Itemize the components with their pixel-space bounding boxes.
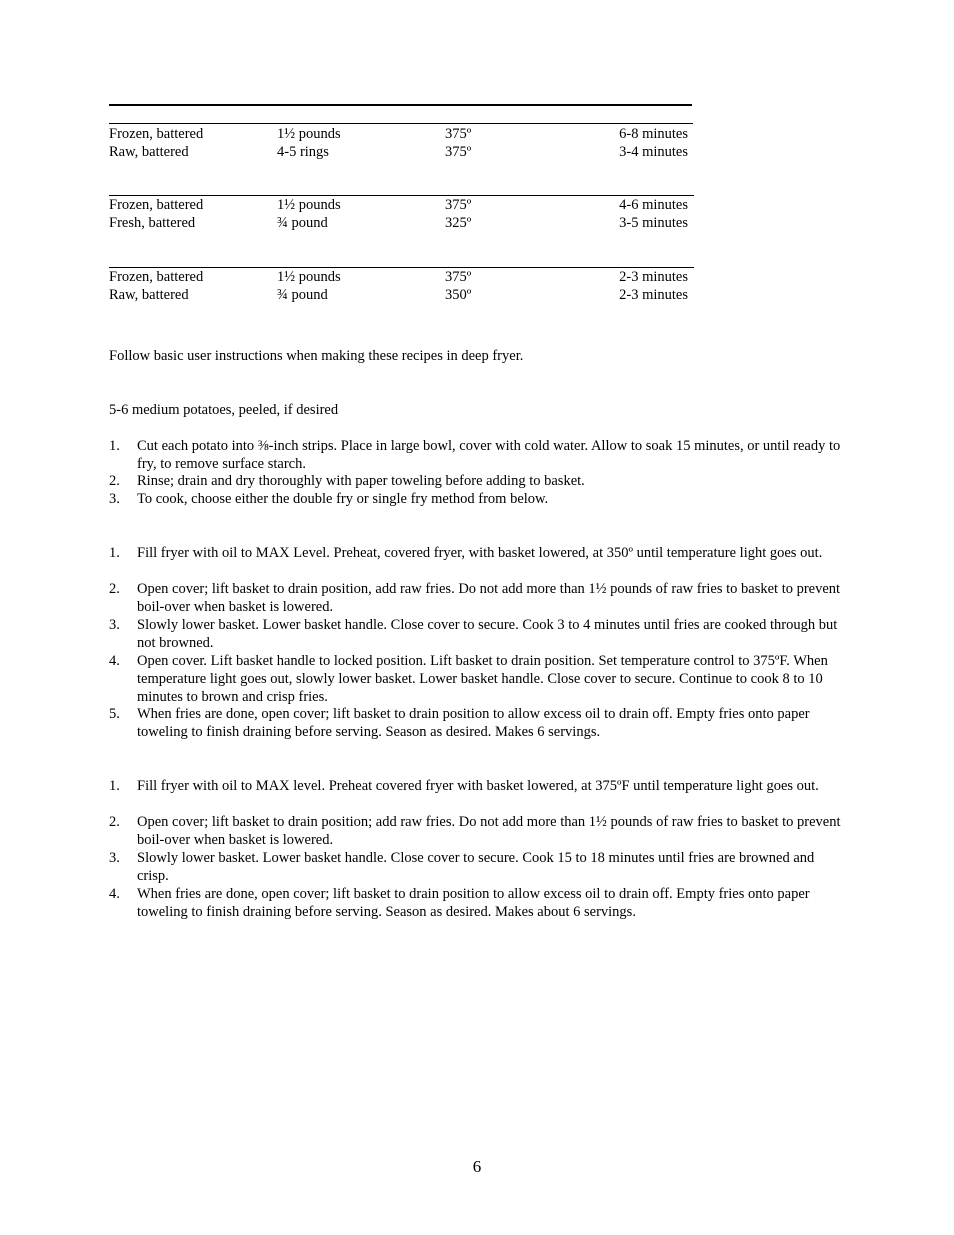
step-number: 2.: [109, 814, 120, 830]
table-row: [109, 143, 691, 161]
step-text: Cut each potato into ⅜-inch strips. Place in large bowl, cover with cold water. Allow to soak 15 minutes, or until ready to fry, to remove surface starch.: [137, 438, 841, 472]
table-row: [109, 286, 691, 304]
amount-cell: 4-5 rings: [277, 144, 329, 160]
step-number: 4.: [109, 886, 120, 902]
intro-text: Follow basic user instructions when making these recipes in deep fryer.: [109, 348, 524, 364]
amount-cell: ¾ pound: [277, 287, 328, 303]
temp-cell: 375º: [445, 197, 472, 213]
step-text: Open cover; lift basket to drain position, add raw fries. Do not add more than 1½ pounds of raw fries to basket to prevent boil-over when basket is lowered.: [137, 581, 841, 615]
step-text: Slowly lower basket. Lower basket handle. Close cover to secure. Cook 3 to 4 minutes until fries are cooked through but not browned.: [137, 617, 838, 651]
table-row: [109, 125, 691, 143]
amount-cell: 1½ pounds: [277, 197, 341, 213]
step-number: 2.: [109, 581, 120, 597]
list-item: [109, 580, 844, 616]
step-text: Fill fryer with oil to MAX Level. Preheat, covered fryer, with basket lowered, at 350º until temperature light goes out.: [137, 545, 823, 561]
group-rule: [109, 123, 693, 124]
step-number: 5.: [109, 706, 120, 722]
time-cell: 2-3 minutes: [619, 269, 688, 285]
list-item: [109, 705, 844, 741]
temp-cell: 350º: [445, 287, 472, 303]
step-number: 1.: [109, 778, 120, 794]
table-row: [109, 214, 691, 232]
step-text: Fill fryer with oil to MAX level. Preheat covered fryer with basket lowered, at 375ºF until temperature light goes out.: [137, 778, 819, 794]
table-top-rule: [109, 104, 692, 106]
food-cell: Raw, battered: [109, 287, 189, 303]
food-cell: Raw, battered: [109, 144, 189, 160]
step-text: Open cover; lift basket to drain position; add raw fries. Do not add more than 1½ pounds of raw fries to basket to prevent boil-over when basket is lowered.: [137, 814, 841, 848]
list-item: [109, 777, 844, 795]
step-text: When fries are done, open cover; lift basket to drain position to allow excess oil to drain off. Empty fries onto paper toweling to finish draining before serving. Season as desired. Makes about 6 servings.: [137, 886, 810, 920]
step-text: Rinse; drain and dry thoroughly with paper toweling before adding to basket.: [137, 473, 585, 489]
list-item: [109, 885, 844, 921]
list-item: [109, 652, 844, 706]
temp-cell: 375º: [445, 126, 472, 142]
table-row: [109, 196, 691, 214]
step-number: 4.: [109, 653, 120, 669]
step-number: 1.: [109, 545, 120, 561]
ingredient-text: 5-6 medium potatoes, peeled, if desired: [109, 402, 339, 418]
time-cell: 3-4 minutes: [619, 144, 688, 160]
list-item: [109, 813, 844, 849]
step-text: To cook, choose either the double fry or single fry method from below.: [137, 491, 549, 507]
food-cell: Fresh, battered: [109, 215, 196, 231]
page-number: 6: [472, 1157, 482, 1176]
step-text: When fries are done, open cover; lift basket to drain position to allow excess oil to drain off. Empty fries onto paper toweling to finish draining before serving. Season as desired. Makes 6 servings.: [137, 706, 810, 740]
time-cell: 2-3 minutes: [619, 287, 688, 303]
amount-cell: 1½ pounds: [277, 126, 341, 142]
step-number: 2.: [109, 473, 120, 489]
step-number: 3.: [109, 617, 120, 633]
temp-cell: 375º: [445, 144, 472, 160]
step-number: 3.: [109, 491, 120, 507]
list-item: [109, 616, 844, 652]
step-number: 3.: [109, 850, 120, 866]
time-cell: 6-8 minutes: [619, 126, 688, 142]
step-number: 1.: [109, 438, 120, 454]
temp-cell: 375º: [445, 269, 472, 285]
amount-cell: 1½ pounds: [277, 269, 341, 285]
list-item: [109, 490, 844, 508]
table-row: [109, 268, 691, 286]
list-item: [109, 544, 844, 562]
list-item: [109, 849, 844, 885]
time-cell: 3-5 minutes: [619, 215, 688, 231]
time-cell: 4-6 minutes: [619, 197, 688, 213]
step-text: Slowly lower basket. Lower basket handle. Close cover to secure. Cook 15 to 18 minutes until fries are browned and crisp.: [137, 850, 815, 884]
list-item: [109, 472, 844, 490]
food-cell: Frozen, battered: [109, 269, 204, 285]
temp-cell: 325º: [445, 215, 472, 231]
amount-cell: ¾ pound: [277, 215, 328, 231]
step-text: Open cover. Lift basket handle to locked position. Lift basket to drain position. Set temperature control to 375ºF. When temperature light goes out, slowly lower basket. Lower basket handle. Close cover to secure. Continue to cook 8 to 10 minutes to brown and crisp fries.: [137, 653, 828, 705]
list-item: [109, 437, 844, 473]
food-cell: Frozen, battered: [109, 197, 204, 213]
food-cell: Frozen, battered: [109, 126, 204, 142]
